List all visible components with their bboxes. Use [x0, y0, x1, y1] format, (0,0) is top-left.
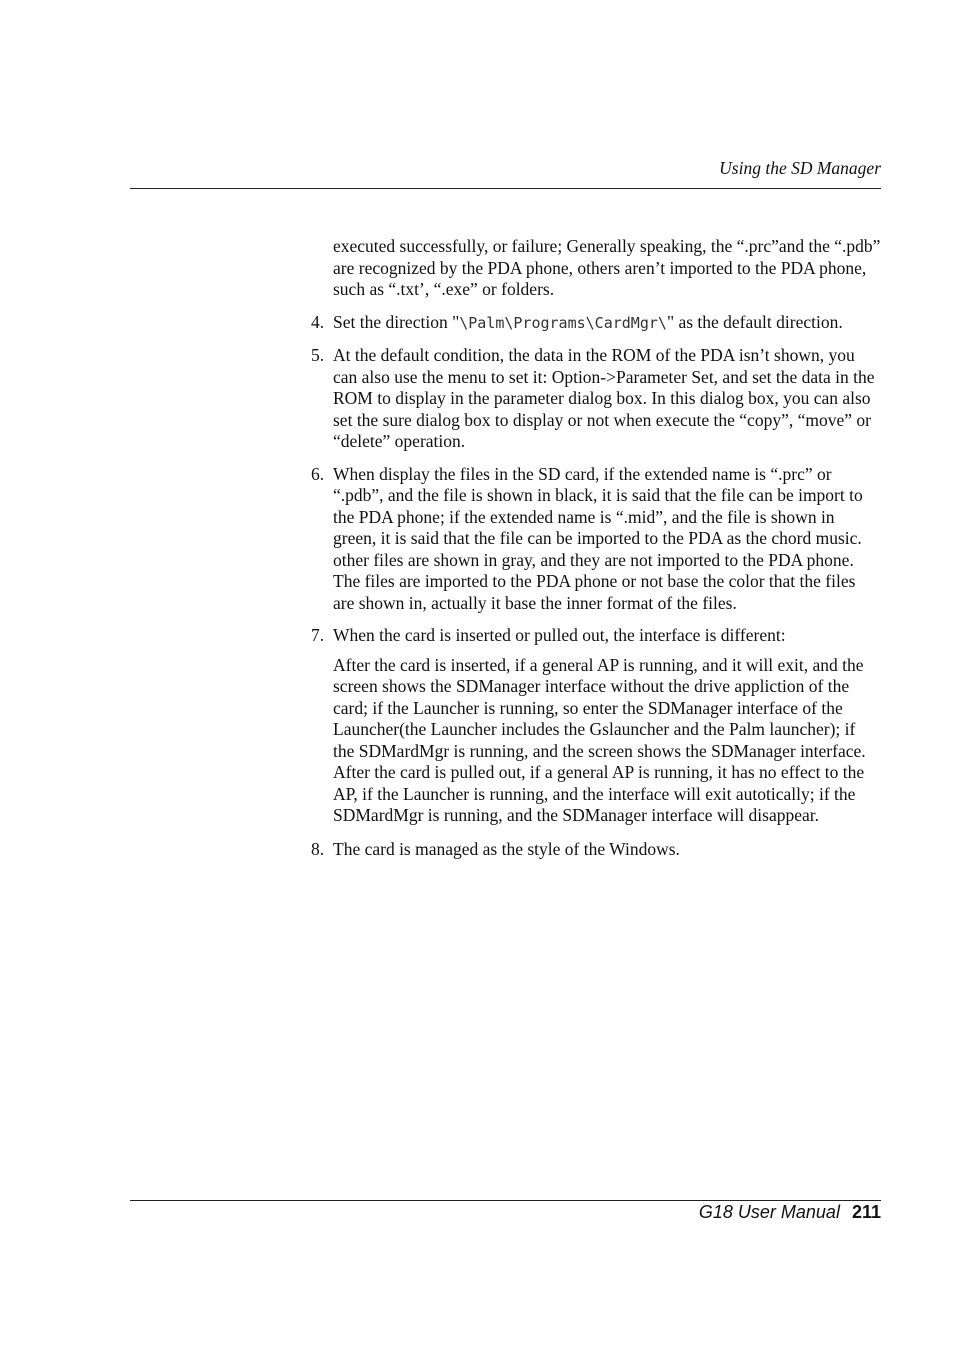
list-text [333, 312, 881, 335]
path-code: \Palm\Programs\CardMgr\ [459, 313, 667, 332]
list-item-8 [311, 838, 881, 861]
list-number: 8. [311, 838, 325, 859]
header-rule [130, 188, 881, 189]
footer [130, 1202, 881, 1223]
list-item-6 [311, 463, 881, 615]
lead-paragraph: executed successfully, or failure; Generally speaking, the “.prc”and the “.pdb” are recognized by the PDA phone, others aren’t imported to the PDA phone, such as “.txt’, “.exe” or folders. [333, 236, 881, 299]
list-number: 6. [311, 463, 325, 484]
list-item-4 [311, 311, 881, 335]
list-text: When the card is inserted or pulled out, the interface is different: [333, 625, 786, 645]
running-header: Using the SD Manager [719, 158, 881, 178]
list-text: The card is managed as the style of the Windows. [333, 838, 680, 859]
list-text-after: " as the default direction. [666, 311, 843, 332]
page-body [311, 236, 881, 871]
list-item-5 [311, 345, 881, 453]
list-number: 4. [311, 311, 325, 332]
list-text: At the default condition, the data in the ROM of the PDA isn’t shown, you can also use the menu to set it: Option->Parameter Set, and set the data in the ROM to display in the parameter dialog box. In this dialog box, you can also set the sure dialog box to display or not when execute the “copy”, “move” or “delete” operation. [333, 345, 875, 451]
list-item-7 [311, 625, 881, 827]
sub-paragraph: After the card is inserted, if a general AP is running, and it will exit, and the screen shows the SDManager interface without the drive appliction of the card; if the Launcher is running, so enter the SDManager interface of the Launcher(the Launcher includes the Gslauncher and the Palm launcher); if the SDMardMgr is running, and the screen shows the SDManager interface. After the card is pulled out, if a general AP is running, it has no effect to the AP, if the Launcher is running, and the interface will exit autotically; if the SDMardMgr is running, and the SDManager interface will disappear. [333, 654, 866, 825]
page-number: 211 [851, 1202, 881, 1222]
list-text-before: Set the direction " [333, 311, 460, 332]
footer-rule [130, 1200, 881, 1201]
list-number: 7. [311, 625, 325, 645]
list-number: 5. [311, 345, 325, 365]
manual-title: G18 User Manual [698, 1202, 840, 1222]
list-text: When display the files in the SD card, if the extended name is “.prc” or “.pdb”, and the file is shown in black, it is said that the file can be import to the PDA phone; if the extended name is “.mid”, and the file is shown in green, it is said that the file can be imported to the PDA as the chord music. other files are shown in gray, and they are not imported to the PDA phone. The files are imported to the PDA phone or not base the color that the files are shown in, actually it base the inner format of the files. [333, 463, 863, 613]
